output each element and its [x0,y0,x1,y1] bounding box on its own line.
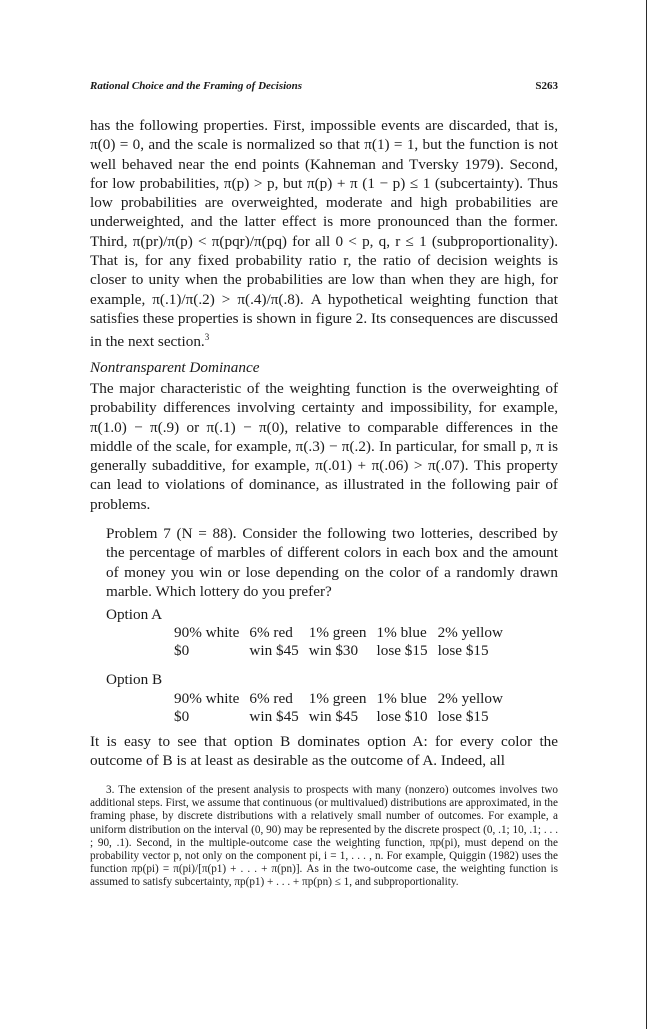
option-a-label: Option A [106,606,163,624]
paragraph-properties [90,116,558,352]
page-number: S263 [535,80,558,92]
cell: 6% red [249,689,293,707]
cell: 1% blue [376,624,427,642]
cell: win $45 [249,707,299,725]
cell: lose $10 [376,707,428,725]
cell: 90% white [174,624,240,642]
problem-7: Problem 7 (N = 88). Consider the following two lotteries, described by the percentage of marbles of different colors in each box and the amount of money you win or lose depending on the color of a randomly drawn marble. Which lottery do you prefer? [106,525,558,600]
cell: $0 [174,642,190,660]
page-edge-rule [646,0,647,1029]
option-a-outcomes [174,642,513,660]
cell: 1% green [308,689,367,707]
option-b-table [174,690,513,726]
option-b-label: Option B [106,671,163,689]
footnote-3 [90,784,558,890]
paragraph-properties-text: has the following properties. First, impossible events are discarded, that is, π(0) = 0, and the scale is normalized so that π(1) = 1, but the function is not well behaved near the end points (Kahneman and Tversky 1979). Second, for low probabilities, π(p) > p, but π(p) + π (1 − p) ≤ 1 (subcertainty). Thus low probabilities are overweighted, moderate and high probabilities are underweighted, and the latter effect is more pronounced than the former. Third, π(pr)/π(p) < π(pqr)/π(pq) for all 0 < p, q, r ≤ 1 (subproportionality). That is, for any fixed probability ratio r, the ratio of decision weights is closer to unity when the probabilities are low than when they are high, for example, π(.1)/π(.2) > π(.4)/π(.8). A hypothetical weighting function that satisfies these properties is shown in figure 2. Its consequences are discussed in the next section. [90,117,558,351]
cell: lose $15 [437,642,489,660]
running-header [90,80,558,96]
cell: 2% yellow [437,689,503,707]
cell: lose $15 [376,642,428,660]
footnote-text: 3. The extension of the present analysis to prospects with many (nonzero) outcomes involves two additional steps. First, we assume that continuous (or multivalued) distributions are approximated, in the framing phase, by discrete distributions with a relatively small number of outcomes. For example, a uniform distribution on the interval (0, 90) may be represented by the discrete prospect (0, .1; 10, .1; . . . ; 90, .1). Second, in the multiple-outcome case the weighting function, πp(pi), must depend on the probability vector p, not only on the component pi, i = 1, . . . , n. For example, Quiggin (1982) uses the function πp(pi) = π(pi)/[π(p1) + . . . + π(pn)]. As in the two-outcome case, the weighting function is assumed to satisfy subcertainty, πp(p1) + . . . + πp(pn) ≤ 1, and subproportionality. [90,784,558,889]
cell: 6% red [249,624,293,642]
paragraph-weighting: The major characteristic of the weighting function is the overweighting of probability differences involving certainty and impossibility, for example, π(1.0) − π(.9) or π(.1) − π(0), relative to comparable differences in the middle of the scale, for example, π(.3) − π(.2). In particular, for small p, π is generally subadditive, for example, π(.01) + π(.06) > π(.07). This property can lead to violations of dominance, as illustrated in the following pair of problems. [90,379,558,513]
section-title: Nontransparent Dominance [90,358,260,376]
cell: 1% blue [376,689,427,707]
footnote-ref: 3 [204,332,210,343]
cell: win $45 [249,642,299,660]
cell: 1% green [308,624,367,642]
cell: win $30 [308,642,359,660]
option-a-table [174,624,513,660]
option-a-colors [174,624,513,642]
cell: 2% yellow [437,624,503,642]
option-b-outcomes [174,708,513,726]
running-title: Rational Choice and the Framing of Decisions [90,80,303,92]
cell: $0 [174,707,190,725]
cell: win $45 [308,707,359,725]
option-b-colors [174,690,513,708]
cell: lose $15 [437,707,489,725]
cell: 90% white [174,689,240,707]
main-text [90,116,558,770]
paragraph-conclusion: It is easy to see that option B dominates option A: for every color the outcome of B is at least as desirable as the outcome of A. Indeed, all [90,732,558,770]
